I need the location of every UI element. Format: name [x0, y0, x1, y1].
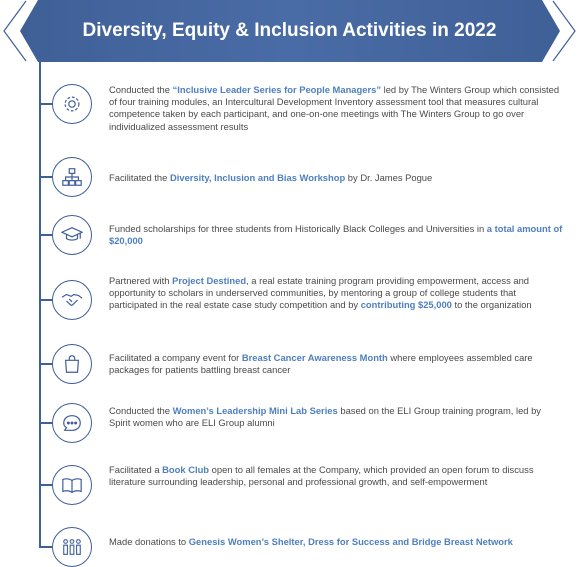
- shopping-bag-icon: [52, 344, 92, 384]
- highlight-text: a total amount of $20,000: [109, 223, 563, 247]
- body-text: , a real estate training program providing empowerment, access and opportunity to scholars in underserved communities, by mentoring a group of college students that participated in the real estate case study competition and by: [109, 275, 530, 311]
- list-item: [109, 405, 564, 429]
- body-text: Made donations to: [109, 536, 189, 547]
- highlight-text: Project Destined: [172, 275, 247, 286]
- body-text: Conducted the: [109, 405, 173, 416]
- list-item: [109, 275, 564, 312]
- highlight-text: contributing $25,000: [360, 299, 452, 311]
- body-text: Facilitated a company event for: [109, 352, 242, 363]
- highlight-text: Women’s Leadership Mini Lab Series: [172, 405, 338, 416]
- body-text: led by The Winters Group which consisted of four training modules, an Intercultural Development Inventory assessment tool that measures cultural competence taken by each participant, and one-on-one meetings with The Winters Group to go over individualized assessment results: [109, 84, 560, 132]
- org-chart-icon: [52, 157, 92, 197]
- body-text: to the organization: [451, 299, 532, 311]
- body-text: Partnered with: [109, 275, 173, 286]
- body-text: Facilitated the: [109, 172, 170, 183]
- body-text: Funded scholarships for three students from Historically Black Colleges and Universities in: [109, 223, 487, 234]
- people-group-icon: [52, 527, 92, 567]
- highlight-text: Diversity, Inclusion and Bias Workshop: [169, 172, 346, 183]
- body-text: open to all females at the Company, which provided an open forum to discuss literature surrounding leadership, personal and professional growth, and self-empowerment: [109, 464, 534, 488]
- list-item: [109, 84, 564, 133]
- highlight-text: Breast Cancer Awareness Month: [241, 352, 388, 363]
- page-title: Diversity, Equity & Inclusion Activities in 2022: [82, 20, 497, 41]
- timeline-line: [39, 62, 41, 547]
- list-item: [109, 352, 564, 376]
- body-text: Facilitated a: [109, 464, 163, 475]
- list-item: [109, 536, 564, 548]
- graduation-cap-icon: [52, 215, 92, 255]
- chat-bubble-icon: [52, 403, 92, 443]
- highlight-text: Book Club: [162, 464, 210, 475]
- list-item: [109, 172, 564, 184]
- gear-icon: [52, 84, 92, 124]
- body-text: where employees assembled care packages for patients battling breast cancer: [109, 352, 533, 376]
- list-item: [109, 223, 564, 247]
- open-book-icon: [52, 465, 92, 505]
- highlight-text: Genesis Women’s Shelter, Dress for Success and Bridge Breast Network: [188, 536, 513, 547]
- highlight-text: “Inclusive Leader Series for People Managers”: [172, 84, 382, 95]
- handshake-icon: [52, 280, 92, 320]
- list-item: [109, 464, 564, 488]
- body-text: by Dr. James Pogue: [345, 172, 433, 183]
- body-text: Conducted the: [109, 84, 173, 95]
- body-text: based on the ELI Group training program, led by Spirit women who are ELI Group alumni: [109, 405, 541, 429]
